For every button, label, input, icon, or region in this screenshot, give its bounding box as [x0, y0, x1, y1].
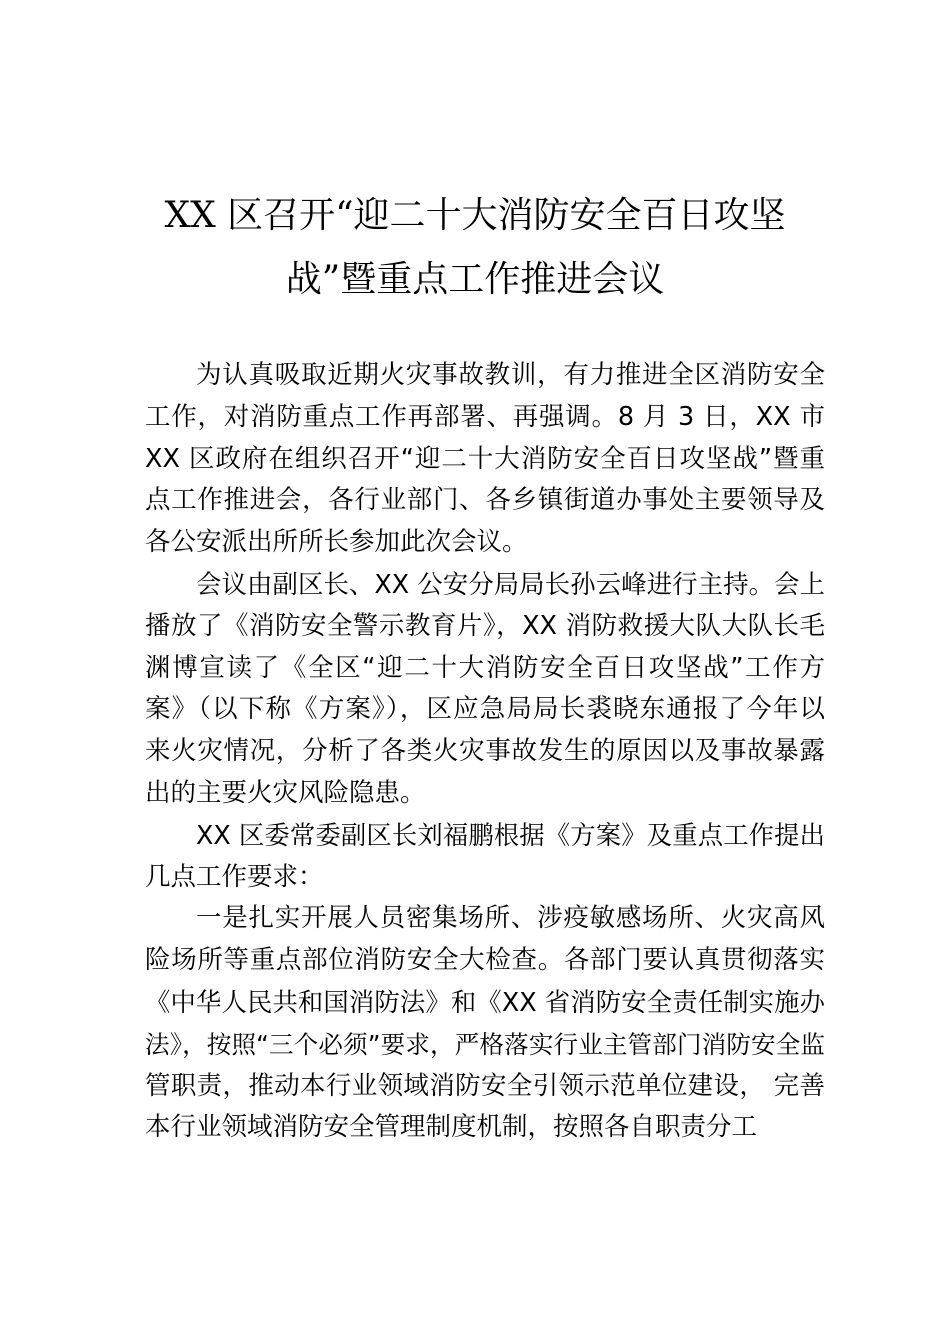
- paragraph-line: 本行业领域消防安全管理制度机制，按照各自职责分工: [145, 1112, 758, 1143]
- paragraph-line: 《中华人民共和国消防法》和《XX 省消防安全责任制实施办: [145, 986, 825, 1017]
- paragraph-line: 为认真吸取近期火灾事故教训，有力推进全区消防安全: [196, 360, 825, 390]
- paragraph-2: [145, 564, 825, 815]
- document-body: [145, 355, 825, 1149]
- paragraph-1: [145, 355, 825, 564]
- paragraph-line: XX 区政府在组织召开“迎二十大消防安全百日攻坚战”暨重: [145, 443, 825, 474]
- paragraph-line: 险场所等重点部位消防安全大检查。各部门要认真贯彻落实: [145, 945, 825, 976]
- paragraph-line: 点工作推进会，各行业部门、各乡镇街道办事处主要领导及: [145, 485, 825, 516]
- paragraph-line: 各公安派出所所长参加此次会议。: [145, 527, 528, 558]
- paragraph-line: 几点工作要求：: [145, 861, 324, 892]
- paragraph-line: XX 区委常委副区长刘福鹏根据《方案》及重点工作提出: [196, 819, 825, 850]
- paragraph-line: 会议由副区长、XX 公安分局局长孙云峰进行主持。会上: [196, 568, 825, 599]
- paragraph-line: 一是扎实开展人员密集场所、涉疫敏感场所、火灾高风: [196, 903, 825, 934]
- paragraph-line: 工作，对消防重点工作再部署、再强调。8 月 3 日，XX 市: [145, 401, 825, 432]
- paragraph-line: 法》，按照“三个必须”要求，严格落实行业主管部门消防安全监: [145, 1029, 825, 1059]
- paragraph-3: [145, 815, 825, 899]
- paragraph-line: 来火灾情况，分析了各类火灾事故发生的原因以及事故暴露: [145, 736, 825, 767]
- document-title-line-1: XX 区召开“迎二十大消防安全百日攻坚: [164, 195, 786, 236]
- paragraph-line: 播放了《消防安全警示教育片》，XX 消防救援大队大队长毛: [145, 610, 825, 641]
- paragraph-4: [145, 898, 825, 1149]
- paragraph-line: 管职责，推动本行业领域消防安全引领示范单位建设， 完善: [145, 1070, 825, 1101]
- paragraph-line: 出的主要火灾风险隐患。: [145, 777, 426, 808]
- paragraph-line: 渊博宣读了《全区“迎二十大消防安全百日攻坚战”工作方: [145, 652, 825, 683]
- document-title-line-2: 战”暨重点工作推进会议: [285, 259, 665, 300]
- paragraph-line: 案》（以下称《方案》），区应急局局长裘晓东通报了今年以: [145, 694, 825, 725]
